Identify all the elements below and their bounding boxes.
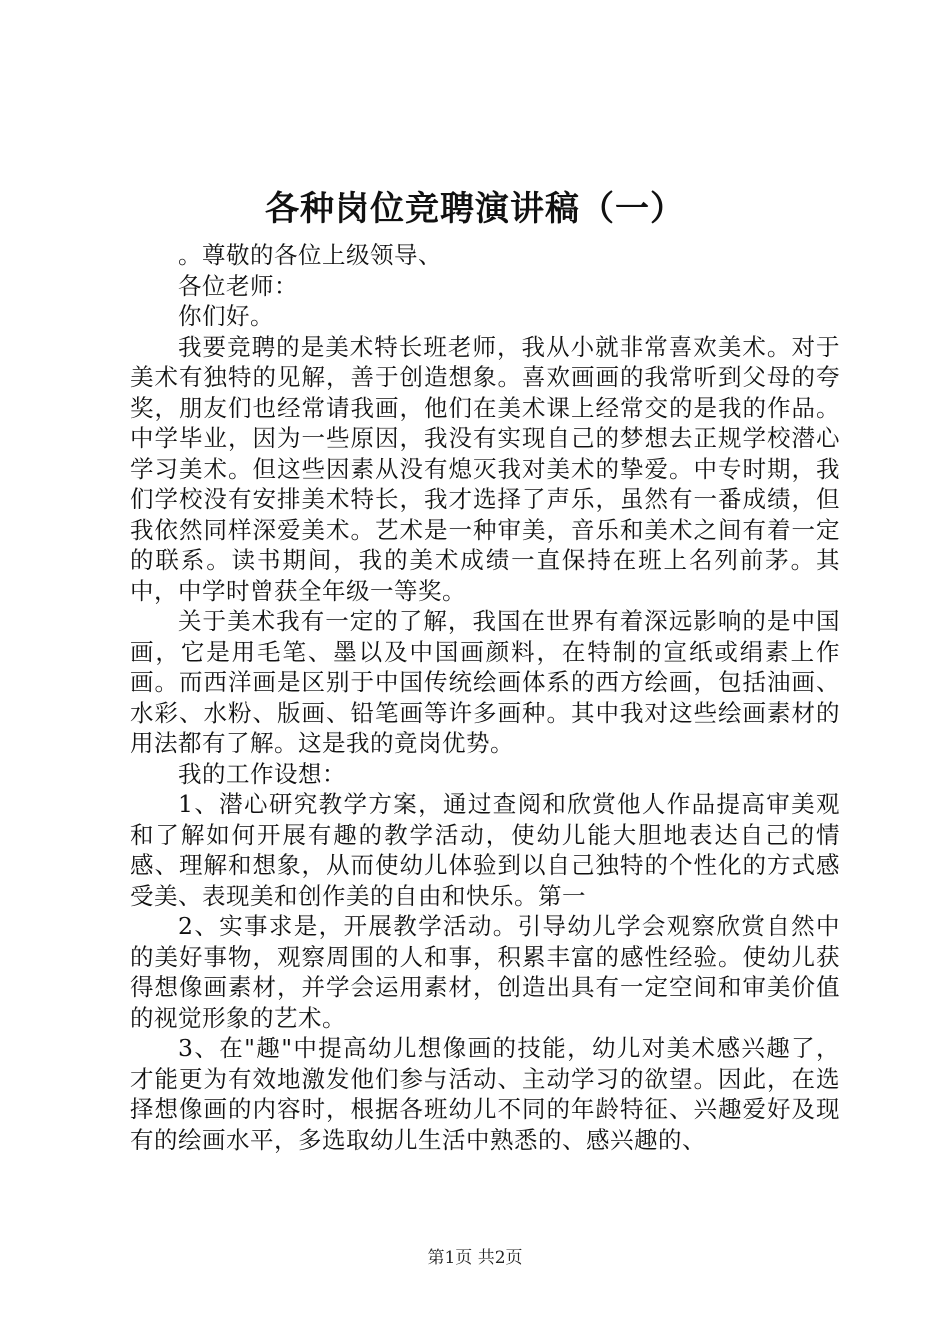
paragraph-salutation: 。尊敬的各位上级领导、	[178, 241, 442, 269]
page-footer: 第1页 共2页	[427, 1248, 523, 1268]
document-body	[130, 240, 840, 1155]
paragraph-plan-item-2: 2、实事求是，开展教学活动。引导幼儿学会观察欣赏自然中的美好事物，观察周围的人和事，积累丰富的感性经验。使幼儿获得想像画素材，并学会运用素材，创造出具有一定空间和审美价值的视觉形象的艺术。	[130, 912, 840, 1032]
paragraph-plan-item-3: 3、在"趣"中提高幼儿想像画的技能，幼儿对美术感兴趣了，才能更为有效地激发他们参与活动、主动学习的欲望。因此，在选择想像画的内容时，根据各班幼儿不同的年龄特征、兴趣爱好及现有的绘画水平，多选取幼儿生活中熟悉的、感兴趣的、	[130, 1034, 840, 1154]
paragraph-work-plan-heading: 我的工作设想：	[178, 759, 346, 788]
paragraph-hello: 你们好。	[178, 302, 274, 330]
paragraph-plan-item-1: 1、潜心研究教学方案，通过查阅和欣赏他人作品提高审美观和了解如何开展有趣的教学活动，使幼儿能大胆地表达自己的情感、理解和想象，从而使幼儿体验到以自己独特的个性化的方式感受美、表现美和创作美的自由和快乐。第一	[130, 790, 840, 910]
document-title: 各种岗位竞聘演讲稿（一）	[265, 189, 685, 229]
paragraph-introduction: 我要竞聘的是美术特长班老师，我从小就非常喜欢美术。对于美术有独特的见解，善于创造想象。喜欢画画的我常听到父母的夸奖，朋友们也经常请我画，他们在美术课上经常交的是我的作品。中学毕业，因为一些原因，我没有实现自己的梦想去正规学校潜心学习美术。但这些因素从没有熄灭我对美术的挚爱。中专时期，我们学校没有安排美术特长，我才选择了声乐，虽然有一番成绩，但我依然同样深爱美术。艺术是一种审美，音乐和美术之间有着一定的联系。读书期间，我的美术成绩一直保持在班上名列前茅。其中，中学时曾获全年级一等奖。	[130, 332, 840, 605]
paragraph-greeting-teachers: 各位老师：	[178, 271, 298, 300]
paragraph-art-knowledge: 关于美术我有一定的了解，我国在世界有着深远影响的是中国画，它是用毛笔、墨以及中国画颜料，在特制的宣纸或绢素上作画。而西洋画是区别于中国传统绘画体系的西方绘画，包括油画、水彩、水粉、版画、铅笔画等许多画种。其中我对这些绘画素材的用法都有了解。这是我的竟岗优势。	[130, 607, 840, 757]
